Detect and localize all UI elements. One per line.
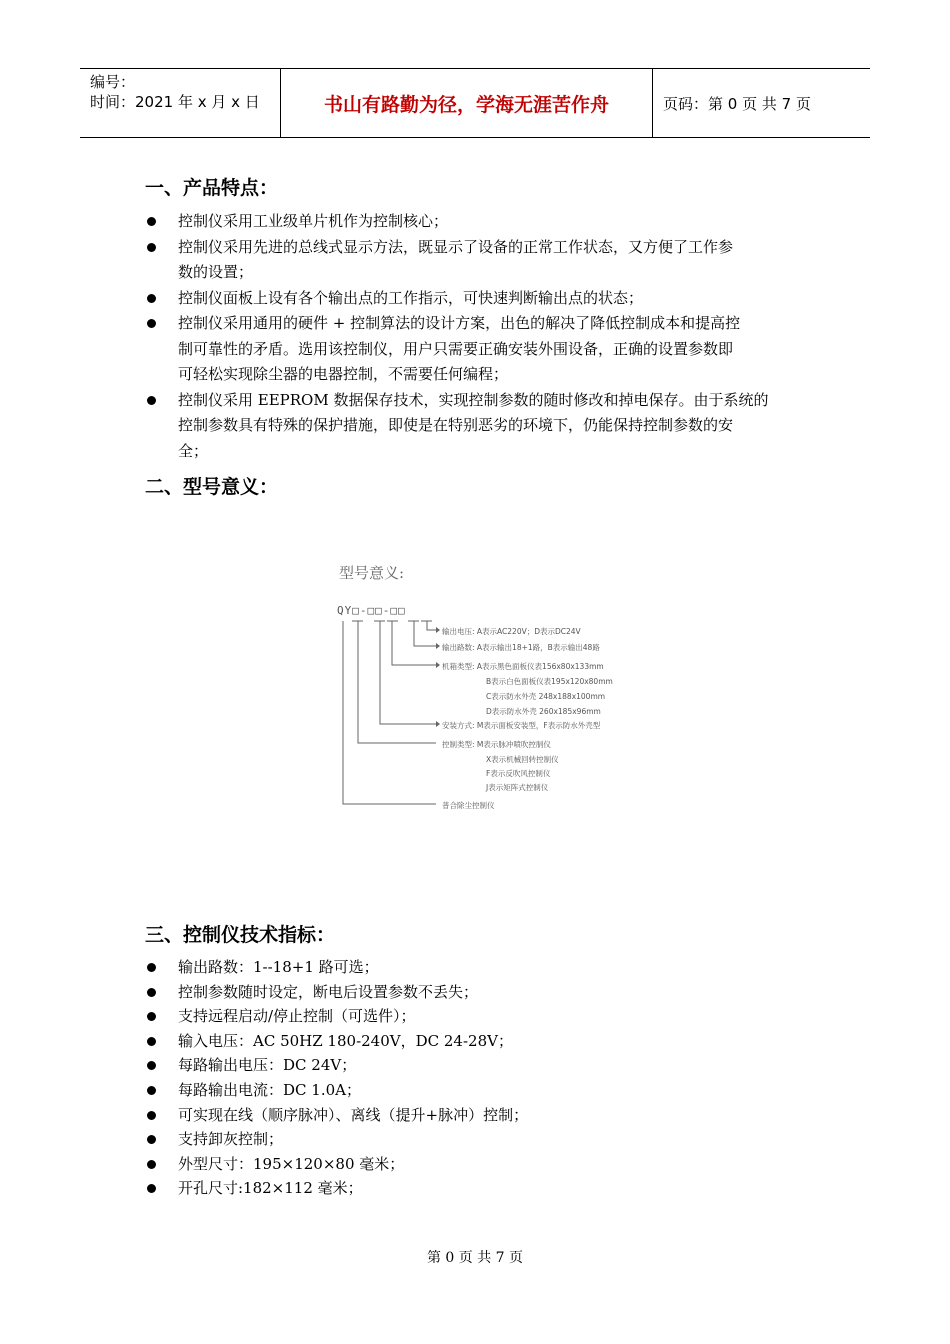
bullet-icon — [147, 1184, 156, 1193]
list-item-text: 控制参数具有特殊的保护措施，即使是在特别恶劣的环境下，仍能保持控制参数的安 — [178, 416, 734, 434]
list-item — [145, 1078, 810, 1103]
number-label: 编号： — [90, 73, 136, 91]
list-item-text: 数的设置； — [178, 263, 254, 281]
diagram-label: J表示矩阵式控制仪 — [486, 783, 549, 792]
list-item — [145, 209, 810, 235]
list-item-text: 每路输出电压：DC 24V； — [178, 1056, 357, 1075]
list-item-text: 控制仪采用先进的总线式显示方法，既显示了设备的正常工作状态，又方便了工作参 — [178, 237, 734, 256]
bullet-icon — [147, 1135, 156, 1144]
diagram-label: X表示机械回转控制仪 — [486, 755, 559, 764]
diagram-label: 机箱类型: A表示黑色面板仪表156x80x133mm — [442, 662, 604, 671]
bullet-icon — [147, 1086, 156, 1095]
header-page-info: 页码：第 0 页 共 7 页 — [663, 95, 811, 113]
page-footer: 第 0 页 共 7 页 — [426, 1250, 524, 1266]
list-item — [145, 1004, 810, 1029]
section-title-model: 二、型号意义： — [145, 476, 279, 498]
list-item-text: 输出路数：1--18+1 路可选； — [178, 958, 379, 976]
list-item-text: 支持远程启动/停止控制（可选件）； — [178, 1007, 416, 1026]
diagram-lines — [330, 560, 630, 820]
diagram-label: 安装方式: M表示面板安装型，F表示防水外壳型 — [442, 721, 601, 730]
list-item-text: 可轻松实现除尘器的电器控制，不需要任何编程； — [178, 365, 509, 383]
list-item — [145, 1103, 810, 1128]
list-item-text: 制可靠性的矛盾。选用该控制仪，用户只需要正确安装外围设备，正确的设置参数即 — [178, 339, 734, 358]
list-item — [145, 980, 810, 1005]
list-item — [145, 955, 810, 980]
list-item — [145, 1176, 810, 1201]
features-list — [145, 209, 810, 464]
diagram-label: D表示防水外壳 260x185x96mm — [486, 707, 601, 716]
list-item — [145, 1029, 810, 1054]
list-item-text: 开孔尺寸:182×112 毫米； — [178, 1179, 363, 1198]
diagram-label: 输出电压: A表示AC220V；D表示DC24V — [442, 627, 581, 636]
page-header — [80, 68, 870, 138]
bullet-icon — [147, 1037, 156, 1046]
bullet-icon — [147, 988, 156, 997]
list-item-text: 输入电压：AC 50HZ 180-240V，DC 24-28V； — [178, 1031, 513, 1050]
list-item — [145, 286, 810, 312]
diagram-label: F表示反吹风控制仪 — [486, 769, 551, 778]
list-item — [145, 1152, 810, 1177]
bullet-icon — [147, 1061, 156, 1070]
bullet-icon — [147, 963, 156, 972]
list-item — [145, 235, 810, 286]
list-item-text: 控制参数随时设定，断电后设置参数不丢失； — [178, 982, 479, 1001]
diagram-label: 输出路数: A表示输出18+1路，B表示输出48路 — [442, 643, 600, 652]
list-item-text: 全； — [178, 441, 209, 460]
list-item-text: 可实现在线（顺序脉冲）、离线（提升+脉冲）控制； — [178, 1105, 529, 1124]
list-item-text: 控制仪采用 EEPROM 数据保存技术，实现控制参数的随时修改和掉电保存。由于系统的 — [178, 390, 769, 409]
list-item — [145, 311, 810, 388]
bullet-icon — [147, 396, 156, 405]
bullet-icon — [147, 319, 156, 328]
diagram-label: C表示防水外壳 248x188x100mm — [486, 692, 606, 701]
bullet-icon — [147, 1160, 156, 1169]
bullet-icon — [147, 217, 156, 226]
specs-list — [145, 955, 810, 1201]
list-item — [145, 1127, 810, 1152]
bullet-icon — [147, 294, 156, 303]
list-item-text: 控制仪面板上设有各个输出点的工作指示，可快速判断输出点的状态； — [178, 288, 644, 307]
diagram-label: 普合除尘控制仪 — [442, 801, 495, 810]
bullet-icon — [147, 1111, 156, 1120]
list-item-text: 每路输出电流：DC 1.0A； — [178, 1080, 361, 1099]
list-item-text: 支持卸灰控制； — [178, 1130, 284, 1149]
diagram-label: 控制类型: M表示脉冲喷吹控制仪 — [442, 740, 551, 749]
list-item — [145, 1053, 810, 1078]
time-label: 时间：2021 年 x 月 x 日 — [90, 93, 260, 111]
header-divider — [652, 69, 653, 137]
diagram-title: 型号意义: — [339, 564, 405, 582]
diagram-label: B表示白色面板仪表195x120x80mm — [486, 677, 613, 686]
header-meta — [80, 69, 280, 137]
header-motto: 书山有路勤为径，学海无涯苦作舟 — [323, 94, 609, 116]
model-code-diagram — [330, 560, 630, 820]
list-item-text: 外型尺寸：195×120×80 毫米； — [178, 1154, 405, 1173]
section-title-specs: 三、控制仪技术指标： — [145, 924, 336, 946]
list-item-text: 控制仪采用工业级单片机作为控制核心； — [178, 212, 449, 230]
bullet-icon — [147, 243, 156, 252]
list-item — [145, 388, 810, 465]
list-item-text: 控制仪采用通用的硬件 + 控制算法的设计方案，出色的解决了降低控制成本和提高控 — [178, 314, 741, 332]
model-code: QY□-□□-□□ — [337, 604, 406, 617]
section-title-features: 一、产品特点： — [145, 177, 279, 199]
bullet-icon — [147, 1012, 156, 1021]
